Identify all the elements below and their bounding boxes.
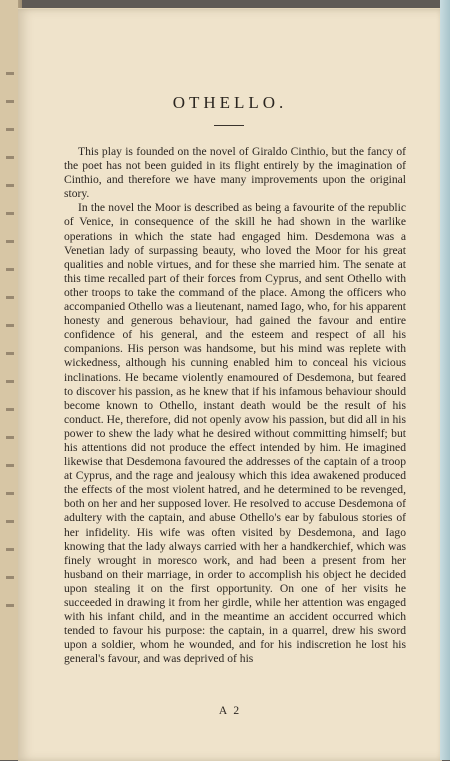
facing-page-edge bbox=[0, 0, 18, 760]
right-edge-strip bbox=[440, 0, 450, 760]
facing-page-mark bbox=[6, 268, 14, 271]
page-title: OTHELLO. bbox=[172, 93, 288, 112]
facing-page-mark bbox=[6, 520, 14, 523]
facing-page-mark bbox=[6, 492, 14, 495]
book-page bbox=[18, 8, 442, 761]
signature-mark: A 2 bbox=[218, 705, 242, 717]
facing-page-mark bbox=[6, 464, 14, 467]
facing-page-mark bbox=[6, 184, 14, 187]
facing-page-mark bbox=[6, 156, 14, 159]
facing-page-mark bbox=[6, 324, 14, 327]
facing-page-mark bbox=[6, 576, 14, 579]
title-rule bbox=[214, 125, 244, 126]
facing-page-mark bbox=[6, 296, 14, 299]
body-text bbox=[64, 145, 406, 666]
facing-page-mark bbox=[6, 408, 14, 411]
facing-page-mark bbox=[6, 128, 14, 131]
facing-page-mark bbox=[6, 436, 14, 439]
facing-page-mark bbox=[6, 212, 14, 215]
facing-page-mark bbox=[6, 352, 14, 355]
facing-page-mark bbox=[6, 604, 14, 607]
facing-page-mark bbox=[6, 380, 14, 383]
facing-page-mark bbox=[6, 100, 14, 103]
facing-page-mark bbox=[6, 240, 14, 243]
paragraph: In the novel the Moor is described as being a favourite of the republic of Venice, in consequence of the skill he had shown in the warlike operations in which the state had engaged him. Desdemona was a Venetian lady of surpassing beauty, who loved the Moor for his great qualities and noble virtues, and for these she married him. The senate at this time recalled part of their forces from Cyprus, and sent Othello with other troops to take the command of the place. Among the officers who accompanied Othello was a lieutenant, named Iago, who, for his apparent honesty and generous behaviour, had gained the favour and entire confidence of his general, and the esteem and respect of all his companions. His person was handsome, but his mind was replete with wickedness, although his cunning enabled him to conceal his vicious inclinations. He became violently enamoured of Desdemona, but feared to discover his passion, as he knew that if his infamous behaviour should become known to Othello, instant death would be the result of his conduct. He, therefore, did not openly avow his passion, but did all in his power to shew the lady what he desired without committing himself; but his attentions did not produce the effect intended by him. He imagined likewise that Desdemona favoured the addresses of the captain of a troop at Cyprus, and the rage and jealousy which this idea awakened produced the effects of the most violent hatred, and he determined to be revenged, both on her and her supposed lover. He resolved to accuse Desdemona of adultery with the captain, and abuse Othello's ear by fabulous stories of her infidelity. His wife was often visited by Desdemona, and Iago knowing that the lady always carried with her a handkerchief, which was finely wrought in moresco work, and had been a present from her husband on their marriage, in order to accomplish his object he decided upon stealing it on the first opportunity. On one of her visits he succeeded in drawing it from her girdle, while her attention was engaged with his infant child, and in the meantime an accident occurred which tended to favour his purpose: the captain, in a quarrel, drew his sword upon a soldier, whom he wounded, and for his indiscretion he lost his general's favour, and was deprived of his bbox=[64, 201, 406, 666]
facing-page-mark bbox=[6, 72, 14, 75]
paragraph: This play is founded on the novel of Giraldo Cinthio, but the fancy of the poet has not been guided in its flight entirely by the imagination of Cinthio, and therefore we have many improvements upon the original story. bbox=[64, 145, 406, 201]
facing-page-mark bbox=[6, 548, 14, 551]
